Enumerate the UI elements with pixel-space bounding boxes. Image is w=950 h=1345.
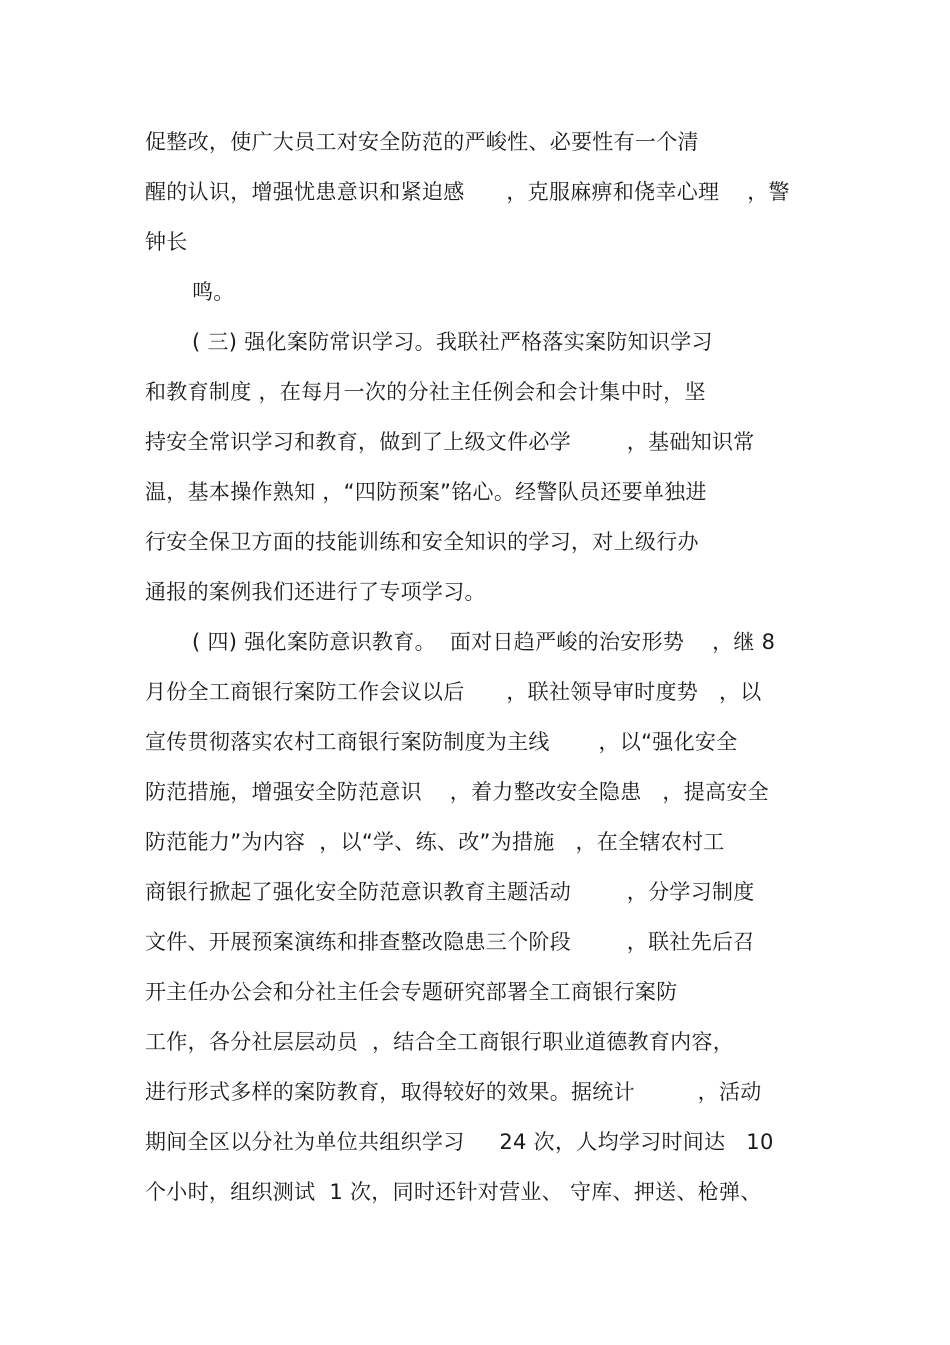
- text-line: 行安全保卫方面的技能训练和安全知识的学习，对上级行办: [145, 530, 699, 554]
- text-line: 个小时，组织测试 1 次，同时还针对营业、 守库、押送、枪弹、: [145, 1180, 762, 1204]
- text-line: 防范措施，增强安全防范意识 ，着力整改安全隐患 ，提高安全: [145, 780, 769, 804]
- text-line: 宣传贯彻落实农村工商银行案防制度为主线 ，以“强化安全: [145, 730, 738, 754]
- text-line: 通报的案例我们还进行了专项学习。: [145, 580, 486, 604]
- text-line: 工作，各分社层层动员 ，结合全工商银行职业道德教育内容，: [145, 1030, 735, 1054]
- text-line: 温，基本操作熟知 ，“四防预案”铭心。经警队员还要单独进: [145, 480, 707, 504]
- text-line: 月份全工商银行案防工作会议以后 ，联社领导审时度势 ，以: [145, 680, 762, 704]
- text-line: 持安全常识学习和教育，做到了上级文件必学 ，基础知识常: [145, 430, 755, 454]
- section-heading-line: ( 三) 强化案防常识学习。我联社严格落实案防知识学习: [192, 330, 713, 354]
- text-line: 商银行掀起了强化安全防范意识教育主题活动 ，分学习制度: [145, 880, 755, 904]
- text-line: 防范能力”为内容 ，以“学、练、改”为措施 ，在全辖农村工: [145, 830, 725, 854]
- text-line: 期间全区以分社为单位共组织学习 24 次，人均学习时间达 10: [145, 1130, 774, 1154]
- text-line: 钟长: [145, 230, 188, 254]
- text-line: 醒的认识，增强忧患意识和紧迫感 ，克服麻痹和侥幸心理 ，警: [145, 180, 790, 204]
- text-line: 和教育制度 ，在每月一次的分社主任例会和会计集中时，坚: [145, 380, 706, 404]
- text-line: 文件、开展预案演练和排查整改隐患三个阶段 ，联社先后召: [145, 930, 755, 954]
- text-line: 进行形式多样的案防教育，取得较好的效果。据统计 ，活动: [145, 1080, 762, 1104]
- text-line: 促整改，使广大员工对安全防范的严峻性、必要性有一个清: [145, 130, 699, 154]
- section-heading-line: ( 四) 强化案防意识教育。 面对日趋严峻的治安形势 ，继 8: [192, 630, 776, 654]
- text-line: 开主任办公会和分社主任会专题研究部署全工商银行案防: [145, 980, 678, 1004]
- text-line: 鸣。: [192, 280, 235, 304]
